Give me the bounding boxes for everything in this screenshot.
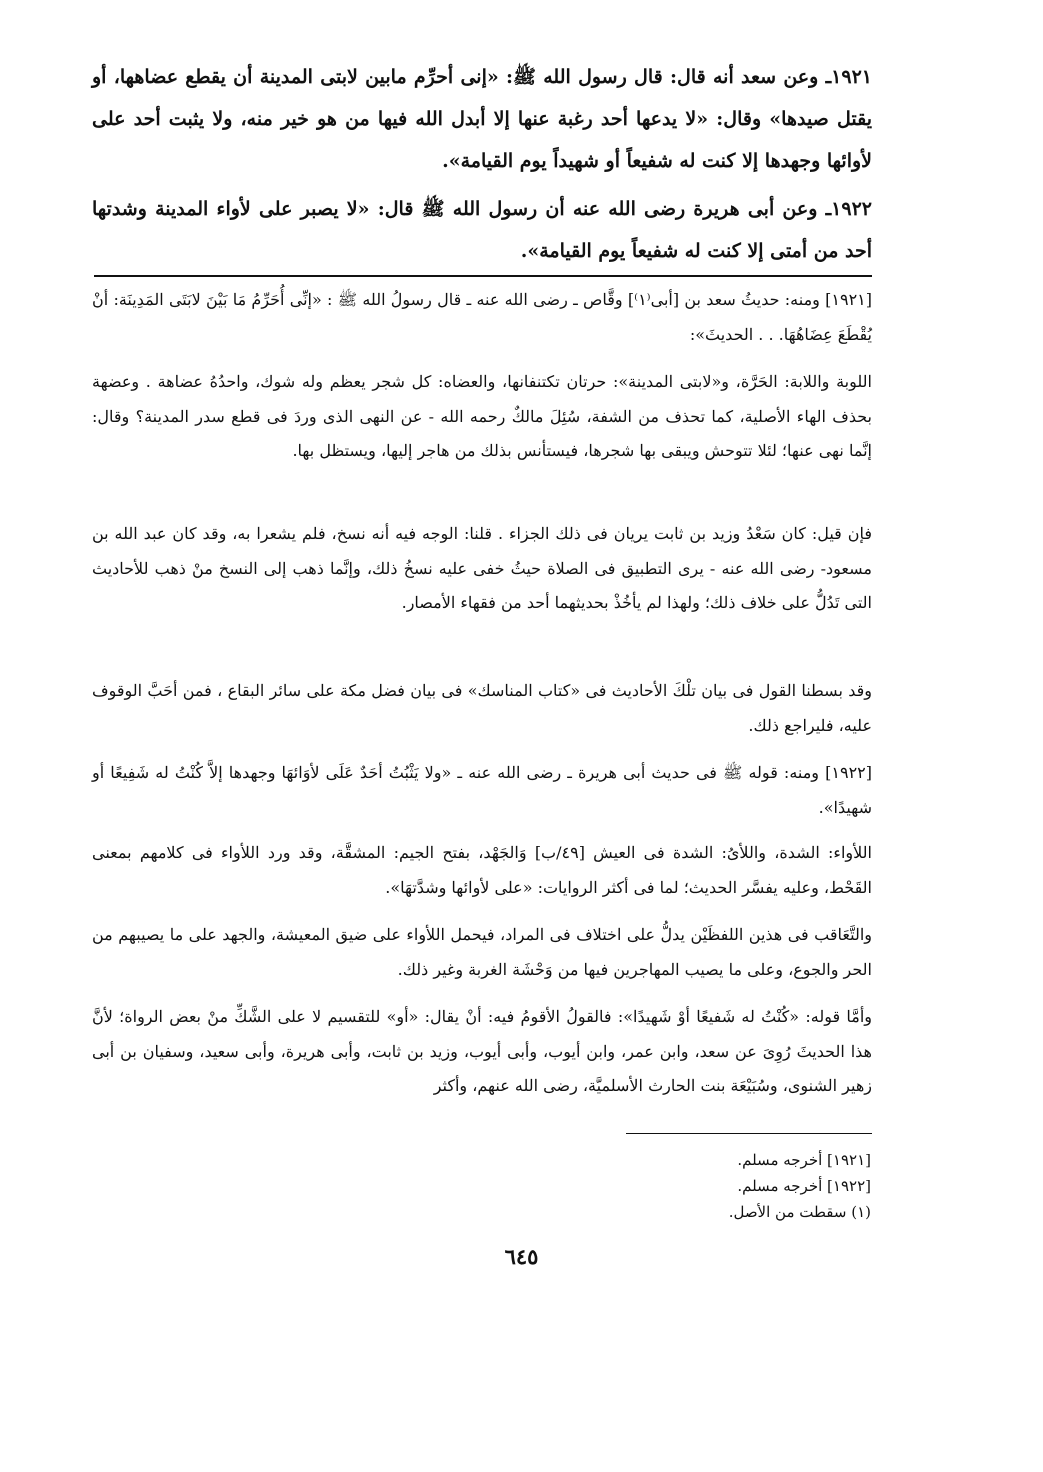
commentary-paragraph: والتَّعَاقب فى هذين اللفظَيْن يدلُّ على اختلاف فى المراد، فيحمل اللأواء على ضيق المعيشة، والجهد على ما يصيبهم من الحر والجوع، وعلى ما يصيب المهاجرين فيها من وَحْشَة الغربة وغير ذلك. bbox=[92, 925, 872, 979]
footnote-item: [١٩٢٢] أخرجه مسلم. bbox=[737, 1177, 871, 1195]
hadith-number: ١٩٢٢ bbox=[831, 198, 872, 220]
hadith-text: ـ وعن أبى هريرة رضى الله عنه أن رسول الله ﷺ قال: «لا يصبر على لأواء المدينة وشدتها أحد من أمتى إلا كنت له شفيعاً يوم القيامة». bbox=[92, 198, 872, 262]
commentary-paragraph: [١٩٢٢] ومنه: قوله ﷺ فى حديث أبى هريرة ـ رضى الله عنه ـ «ولا يَثْبُتُ أحَدٌ عَلَى لأوَائهَا وجهدها إلاَّ كُنْتُ له شَفِيعًا أو شهيدًا». bbox=[92, 763, 872, 817]
commentary-paragraph: [١٩٢١] ومنه: حديثُ سعد بن [أبى⁽١⁾] وقَّاص ـ رضى الله عنه ـ قال رسولُ الله ﷺ : «إنِّى أُحَرِّمُ مَا بَيْنَ لابَتَى المَدِينَة: أنْ يُقْطَعَ عِضَاهُهَا. . . الحديثَ»: bbox=[92, 290, 873, 344]
commentary-paragraph: اللأواء: الشدة، واللأىُ: الشدة فى العيش [٤٩/ب] وَالجَهْد، بفتح الجيم: المشقَّة، وقد ورد اللأواء فى كلامهم بمعنى القَحْط، وعليه يفسَّر الحديث؛ لما فى أكثر الروايات: «على لأوائها وشدَّتهَا». bbox=[92, 843, 872, 897]
hadith-1921 bbox=[92, 56, 872, 182]
hadith-text: ـ وعن سعد أنه قال: قال رسول الله ﷺ: «إنى أحرِّم مابين لابتى المدينة أن يقطع عضاهها، أو يقتل صيدها» وقال: «لا يدعها أحد رغبة عنها إلا أبدل الله فيها من هو خير منه، ولا يثبت أحد على لأوائها وجهدها إلا كنت له شفيعاً أو شهيداً يوم القيامة». bbox=[92, 66, 872, 172]
footnote-rule bbox=[626, 1133, 872, 1134]
footnotes bbox=[729, 1147, 871, 1225]
section-divider bbox=[94, 275, 872, 277]
footnote-item: [١٩٢١] أخرجه مسلم. bbox=[737, 1151, 871, 1169]
commentary-paragraph: اللوبة واللابة: الحَرَّة، و«لابتى المدينة»: حرتان تكتنفانها، والعضاه: كل شجر يعظم وله شوك، واحدُهُ عضاهة . وعضهة بحذف الهاء الأصلية، كما تحذف من الشفة، سُئِلَ مالكٌ رحمه الله - عن النهى الذى وردَ فى قطع سدر المدينة؟ وقال: إنَّما نهى عنها؛ لئلا تتوحش ويبقى بها شجرها، فيستأنس بذلك من هاجر إليها، ويستظل بها. bbox=[92, 372, 872, 460]
page-number: ٦٤٥ bbox=[504, 1244, 539, 1269]
footnote-item: (١) سقطت من الأصل. bbox=[728, 1203, 871, 1221]
commentary-paragraph: وقد بسطنا القول فى بيان تلْكَ الأحاديث فى «كتاب المناسك» فى بيان فضل مكة على سائر البقاع ، فمن أحَبَّ الوقوف عليه، فليراجع ذلك. bbox=[92, 681, 872, 735]
commentary-paragraph: وأمَّا قوله: «كُنْتُ له شَفيعًا أوْ شَهيدًا»: فالقولُ الأقومُ فيه: أنْ يقال: «أو» للتقسيم لا على الشَّكِّ منْ بعض الرواة؛ لأنَّ هذا الحديثَ رُوِىَ عن سعد، وابن عمر، وابن أيوب، وأبى أيوب، وزيد بن ثابت، وأبى هريرة، وأبى سعيد، وسفيان بن أبى زهير الشنوى، وسُبَيْعَة بنت الحارث الأسلميَّة، رضى الله عنهم، وأكثر bbox=[92, 1007, 873, 1095]
hadith-number: ١٩٢١ bbox=[831, 66, 872, 88]
hadith-1922 bbox=[92, 188, 872, 272]
commentary-paragraph: فإن قيل: كان سَعْدُ وزيد بن ثابت يريان فى ذلك الجزاء . قلنا: الوجه فيه أنه نسخ، فلم يشعرا به، وقد كان عبد الله بن مسعود- رضى الله عنه - يرى التطبيق فى الصلاة حيثُ خفى عليه نسخُ ذلك، وإنَّما ذهب إلى النسخ منْ ذهب للأحاديث التى تَدُلُّ على خلاف ذلك؛ ولهذا لم يأخُذْ بحديثهما أحد من فقهاء الأمصار. bbox=[92, 524, 872, 612]
